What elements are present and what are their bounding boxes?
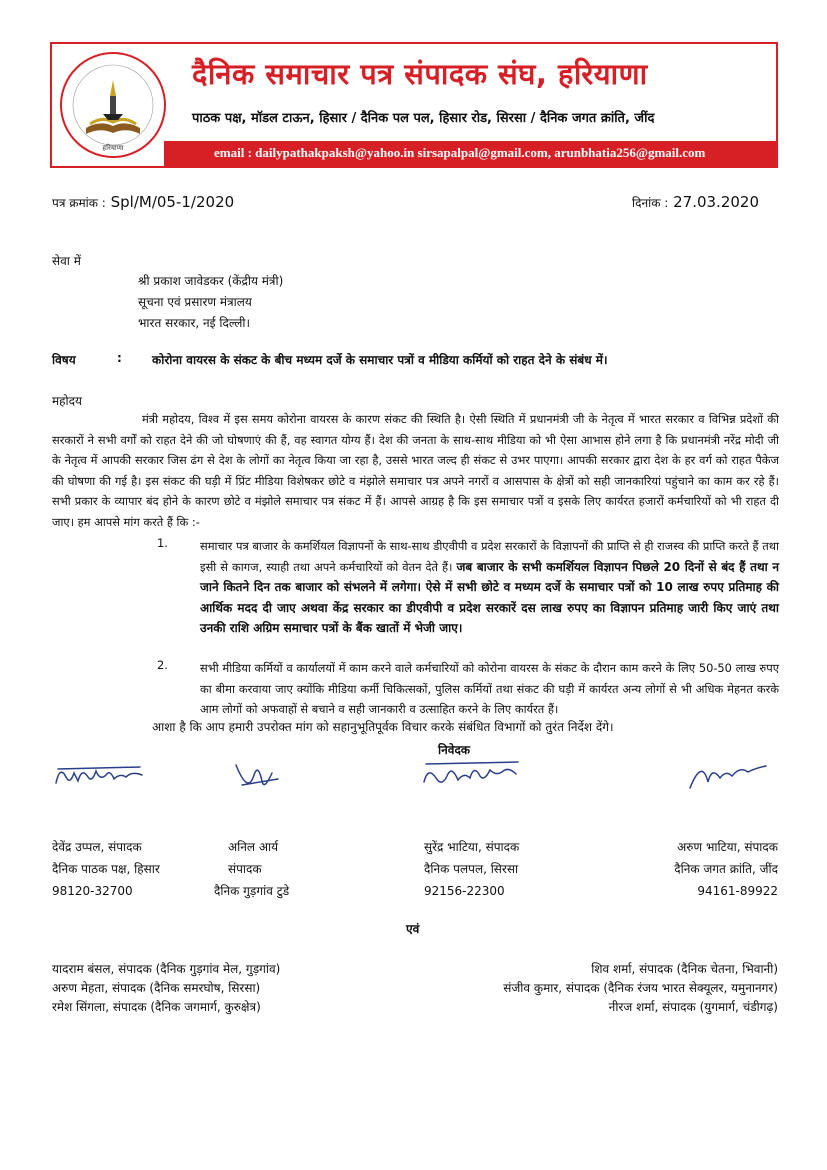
signature-devendra-icon — [52, 755, 152, 795]
signatory-1-phone: 98120-32700 — [52, 884, 133, 898]
ref-value: Spl/M/05-1/2020 — [110, 193, 235, 211]
signatory-1-paper: दैनिक पाठक पक्ष, हिसार — [52, 862, 160, 876]
subject-label: विषय — [52, 353, 76, 367]
signatory-4-paper: दैनिक जगत क्रांति, जींद — [674, 862, 778, 876]
item-1-number: 1. — [157, 536, 168, 550]
email-addresses: email : dailypathakpaksh@yahoo.in sirsapalpal@gmail.com, arunbhatia256@gmail.com — [214, 145, 706, 160]
signatory-2 — [214, 836, 290, 902]
recipient-ministry: सूचना एवं प्रसारण मंत्रालय — [138, 295, 252, 309]
signatory-3-name: सुरेंद्र भाटिया, संपादक — [424, 840, 520, 854]
signature-surendra-icon — [418, 752, 528, 797]
item-1-bold-text: जब बाजार के सभी कमर्शियल विज्ञापन पिछले 20 दिनों से बंद हैं तथा न जाने कितने दिन तक बाजार को संभलने में लगेगा। ऐसे में सभी छोटे व मध्यम दर्जे के समाचार पत्रों को 10 लाख रुपए प्रतिमाह की आर्थिक मदद दी जाए अथवा केंद्र सरकार का डीएवीपी व प्रदेश सरकारें दस लाख रुपए का विज्ञापन प्रतिमाह जारी किए जाएं तथा उनकी राशि अग्रिम समाचार पत्रों के बैंक खातों में भेजी जाए। — [200, 559, 779, 636]
other-editor-right-2: संजीव कुमार, संपादक (दैनिक रंजय भारत सेक्यूलर, यमुनानगर) — [503, 981, 778, 995]
branch-addresses: पाठक पक्ष, मॉडल टाऊन, हिसार / दैनिक पल पल, हिसार रोड, सिरसा / दैनिक जगत क्रांति, जींद — [192, 111, 655, 126]
org-name: दैनिक समाचार पत्र संपादक संघ, हरियाणा — [192, 57, 648, 91]
signatory-2-paper: दैनिक गुड़गांव टुडे — [214, 884, 290, 898]
recipient-location: भारत सरकार, नई दिल्ली। — [138, 316, 251, 330]
date-value: 27.03.2020 — [673, 193, 759, 211]
signatory-1 — [52, 836, 160, 902]
evam-label: एवं — [406, 922, 420, 936]
subject-colon: : — [117, 351, 122, 365]
item-2-text: सभी मीडिया कर्मियों व कार्यालयों में काम करने वाले कर्मचारियों को कोरोना वायरस के संकट के दौरान काम करने के लिए 50-50 लाख रुपए का बीमा करवाया जाए क्योंकि मीडिया कर्मी चिकित्सकों, पुलिस कर्मियों तथा संकट की घड़ी में कार्यरत अन्य लोगों से भी अधिक मेहनत करके आम लोगों को अफवाहों से बचाने व सही जानकारी व उत्साहित करने के लिए कार्यरत हैं। — [200, 661, 779, 717]
signatory-2-name: अनिल आर्य — [228, 840, 279, 854]
emblem-logo-icon — [58, 50, 168, 160]
ref-label: पत्र क्रमांक : — [52, 196, 106, 210]
recipient-name: श्री प्रकाश जावेडकर (केंद्रीय मंत्री) — [138, 274, 284, 288]
other-editors-right — [420, 960, 778, 1017]
signatory-2-title: संपादक — [228, 862, 262, 876]
signatory-1-name: देवेंद्र उप्पल, संपादक — [52, 840, 142, 854]
other-editors-left — [52, 960, 280, 1017]
letterhead — [50, 42, 778, 168]
signature-arun-icon — [686, 752, 771, 797]
body-paragraph — [52, 409, 779, 533]
signatory-4-name: अरुण भाटिया, संपादक — [677, 840, 778, 854]
date-label: दिनांक : — [632, 196, 669, 210]
signatory-3-phone: 92156-22300 — [424, 884, 505, 898]
signatory-3-paper: दैनिक पलपल, सिरसा — [424, 862, 519, 876]
to-label: सेवा में — [52, 254, 81, 268]
other-editor-left-1: यादराम बंसल, संपादक (दैनिक गुड़गांव मेल, गुड़गांव) — [52, 962, 281, 976]
para-1: मंत्री महोदय, विश्व में इस समय कोरोना वायरस के कारण संकट की स्थिति है। ऐसी स्थिति में प्रधानमंत्री जी के नेतृत्व में भारत सरकार व विभिन्न प्रदेशों की सरकारों ने सभी वर्गों को राहत देने की जो घोषणाएं की हैं, वह स्वागत योग्य हैं। देश की जनता के साथ-साथ मीडिया को भी ऐसा आभास होने लगा है कि प्रधानमंत्री नरेंद्र मोदी जी के नेतृत्व में आपकी सरकार जिस ढंग से देश के लोगों का नेतृत्व किया जा रहा है, उससे भारत जल्द ही संकट से उभर पाएगा। आपकी सरकार द्वारा देश के हर वर्ग को राहत पैकेज की घोषणा की गई है। इस संकट की घड़ी में प्रिंट मीडिया विशेषकर छोटे व मंझोले समाचार पत्र अपने नगरों व आसपास के क्षेत्रों को सही जानकारियां पहुंचाने का काम कर रहे हैं। सभी प्रकार के व्यापार बंद होने के कारण छोटे व मंझोले समाचार पत्र संकट में हैं। आपसे आग्रह है कि इस समाचार पत्रों व इसके लिए कार्यरत हजारों कर्मचारियों को भी राहत दी जाए। हम आपसे मांग करते हैं कि :- — [52, 412, 779, 529]
salutation: महोदय — [52, 394, 82, 408]
other-editor-left-3: रमेश सिंगला, संपादक (दैनिक जगमार्ग, कुरुक्षेत्र) — [52, 1000, 261, 1014]
subject-text: कोरोना वायरस के संकट के बीच मध्यम दर्जे के समाचार पत्रों व मीडिया कर्मियों को राहत देने के संबंध में। — [152, 353, 608, 367]
email-bar — [164, 141, 778, 166]
signatory-4 — [626, 836, 778, 902]
other-editor-right-3: नीरज शर्मा, संपादक (युगमार्ग, चंडीगढ़) — [608, 1000, 778, 1014]
other-editor-left-2: अरुण मेहता, संपादक (दैनिक समरघोष, सिरसा) — [52, 981, 261, 995]
letter-date — [632, 193, 759, 211]
item-1-text: समाचार पत्र बाजार के कमर्शियल विज्ञापनों के साथ-साथ डीएवीपी व प्रदेश सरकारों के विज्ञापनों की प्राप्ति से ही राजस्व की प्राप्ति करते हैं तथा इसी से कागज, स्याही तथा अपने कर्मचारियों को वेतन देते हैं। — [200, 539, 779, 574]
other-editor-right-1: शिव शर्मा, संपादक (दैनिक चेतना, भिवानी) — [591, 962, 778, 976]
nivedak-label: निवेदक — [438, 743, 471, 757]
ref-number — [52, 193, 234, 211]
signatory-3 — [424, 836, 519, 902]
item-2-number: 2. — [157, 658, 168, 672]
signatory-4-phone: 94161-89922 — [697, 884, 778, 898]
signature-anil-icon — [228, 755, 288, 800]
closing-line: आशा है कि आप हमारी उपरोक्त मांग को सहानुभूतिपूर्वक विचार करके संबंधित विभागों को तुरंत निर्देश देंगे। — [152, 720, 614, 734]
item-1 — [200, 536, 779, 639]
logo-sub: हरियाणा — [102, 144, 124, 152]
